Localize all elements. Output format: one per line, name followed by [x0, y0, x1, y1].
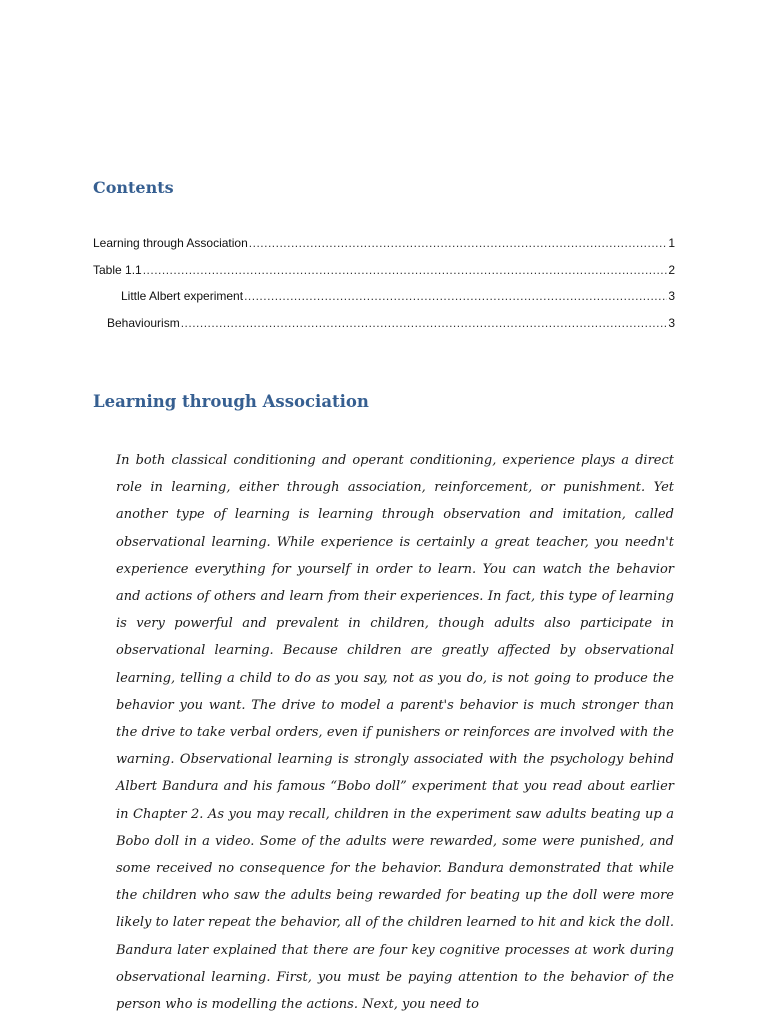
toc-page-number: 1: [668, 236, 675, 250]
toc-entry-little-albert-experiment[interactable]: [93, 289, 675, 316]
toc-entry-learning-through-association[interactable]: [93, 236, 675, 263]
toc-entry-table-1-1[interactable]: [93, 263, 675, 290]
toc-dot-leader: [181, 316, 668, 330]
toc-dot-leader: [244, 289, 667, 303]
toc-entry-text: Little Albert experiment: [121, 289, 244, 303]
toc-page-number: 3: [668, 315, 675, 330]
section-heading: Learning through Association: [93, 392, 369, 411]
body-paragraph: In both classical conditioning and operant conditioning, experience plays a direct role in learning, either through association, reinforcement, or punishment. Yet another type of learning is learning through observation and imitation, called observational learning. While experience is certainly a great teacher, you needn't experience everything for yourself in order to learn. You can watch the behavior and actions of others and learn from their experiences. In fact, this type of learning is very powerful and prevalent in children, though adults also participate in observational learning. Because children are greatly affected by observational learning, telling a child to do as you say, not as you do, is not going to produce the behavior you want. The drive to model a parent's behavior is much stronger than the drive to take verbal orders, even if punishers or reinforces are involved with the warning. Observational learning is strongly associated with the psychology behind Albert Bandura and his famous “Bobo doll” experiment that you read about earlier in Chapter 2. As you may recall, children in the experiment saw adults beating up a Bobo doll in a video. Some of the adults were rewarded, some were punished, and some received no consequence for the behavior. Bandura demonstrated that while the children who saw the adults being rewarded for beating up the doll were more likely to later repeat the behavior, all of the children learned to hit and kick the doll. Bandura later explained that there are four key cognitive processes at work during observational learning. First, you must be paying attention to the behavior of the person who is modelling the actions. Next, you need to: [116, 453, 674, 1013]
contents-heading: Contents: [93, 178, 174, 197]
table-of-contents: [93, 236, 675, 342]
toc-entry-text: Table 1.1: [93, 262, 142, 277]
toc-entry-text: Behaviourism: [107, 315, 180, 330]
toc-entry-behaviourism[interactable]: [93, 316, 675, 343]
toc-dot-leader: [249, 236, 668, 250]
toc-page-number: 3: [668, 289, 675, 303]
toc-dot-leader: [143, 263, 668, 277]
toc-page-number: 2: [668, 262, 675, 277]
toc-entry-text: Learning through Association: [93, 236, 248, 250]
